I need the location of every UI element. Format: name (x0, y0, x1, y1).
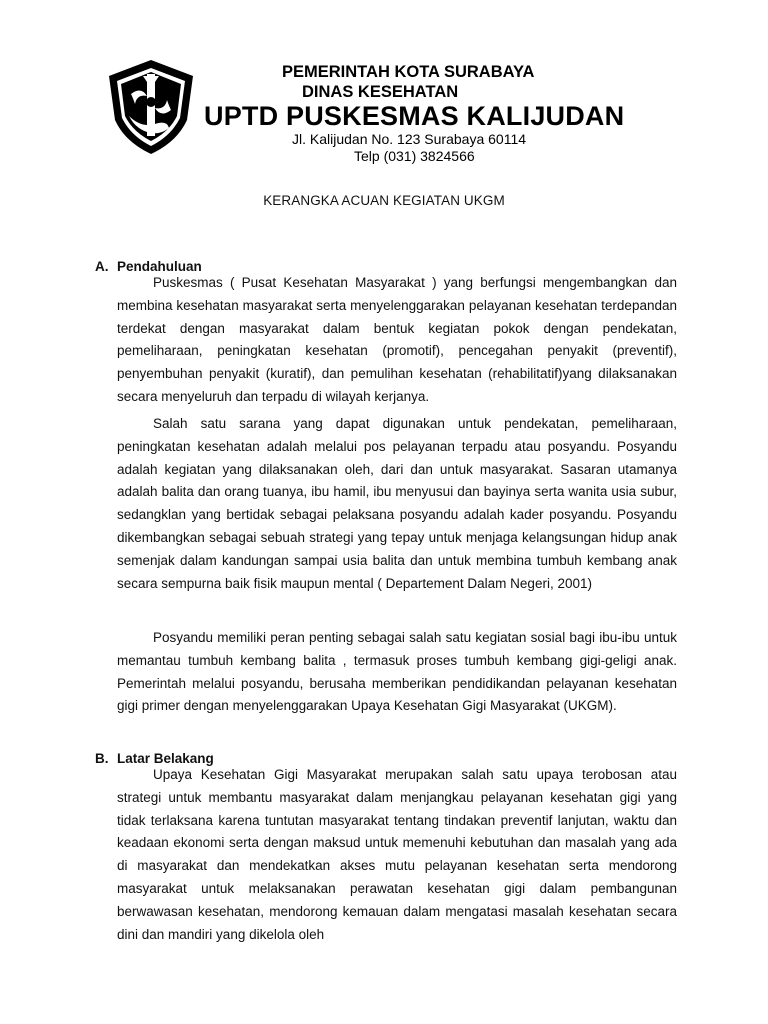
paragraph (117, 272, 677, 409)
section-letter: B. (95, 751, 109, 766)
paragraph: Salah satu sarana yang dapat digunakan untuk pendekatan, pemeliharaan, peningkatan kesehatan adalah melalui pos pelayanan terpadu atau posyandu. Posyandu adalah kegiatan yang dilaksanakan oleh, dari dan untuk masyarakat. Sasaran utamanya adalah balita dan orang tuanya, ibu hamil, ibu menyusui dan bayinya serta wanita usia subur, sedangklan yang bertidak sebagai pelaksana posyandu adalah kader posyandu. Posyandu dikembangkan sebagai sebuah strategi yang tepay untuk menjaga kelangsungan hidup anak semenjak dalam kandungan sampai usia balita dan untuk membina tumbuh kembang anak secara sempurna baik fisik maupun mental ( Departement Dalam Negeri, 2001) (117, 416, 677, 591)
letterhead-phone: Telp (031) 3824566 (354, 148, 475, 164)
document-title: KERANGKA ACUAN KEGIATAN UKGM (263, 193, 505, 208)
paragraph: Posyandu memiliki peran penting sebagai salah satu kegiatan sosial bagi ibu-ibu untuk memantau tumbuh kembang balita , termasuk proses tumbuh kembang gigi-geligi anak. Pemerintah melalui posyandu, berusaha memberikan pendidikandan pelayanan kesehatan gigi primer dengan menyelenggarakan Upaya Kesehatan Gigi Masyarakat (UKGM). (117, 630, 677, 714)
letterhead-department: DINAS KESEHATAN (302, 83, 459, 101)
letterhead (92, 40, 680, 168)
letterhead-address: Jl. Kalijudan No. 123 Surabaya 60114 (292, 131, 527, 147)
surabaya-city-emblem-icon (107, 58, 195, 156)
letterhead-government: PEMERINTAH KOTA SURABAYA (282, 63, 535, 81)
section-title: Latar Belakang (117, 751, 214, 766)
paragraph (117, 764, 677, 946)
section-title: Pendahuluan (117, 259, 202, 274)
paragraph-text: Upaya Kesehatan Gigi Masyarakat merupakan salah satu upaya terobosan atau strategi untuk membantu masyarakat dalam menjangkau pelayanan kesehatan gigi yang tidak terlaksana karena tuntutan masyarakat tentang tindakan preventif lanjutan, waktu dan keadaan ekonomi serta dengan maksud untuk memenuhi kebutuhan dan masalah yang ada di masyarakat dan mendekatkan akses mutu pelayanan kesehatan serta mendorong masyarakat untuk melaksanakan perawatan kesehatan gigi dalam pembangunan berwawasan kesehatan, mendorong kemauan dalam mengatasi masalah kesehatan secara dini dan mandiri yang dikelola oleh (117, 767, 677, 942)
paragraph-text: Puskesmas ( Pusat Kesehatan Masyarakat ) yang berfungsi mengembangkan dan membina kesehatan masyarakat serta menyelenggarakan pelayanan kesehatan terdepandan terdekat dengan masyarakat dalam bentuk kegiatan pokok dengan pendekatan, pemeliharaan, peningkatan kesehatan (promotif), pencegahan penyakit (preventif), penyembuhan penyakit (kuratif), dan pemulihan kesehatan (rehabilitatif)yang dilaksanakan secara menyeluruh dan terpadu di wilayah kerjanya. (117, 275, 677, 404)
letterhead-institution: UPTD PUSKESMAS KALIJUDAN (204, 101, 625, 131)
section-letter: A. (95, 259, 109, 274)
